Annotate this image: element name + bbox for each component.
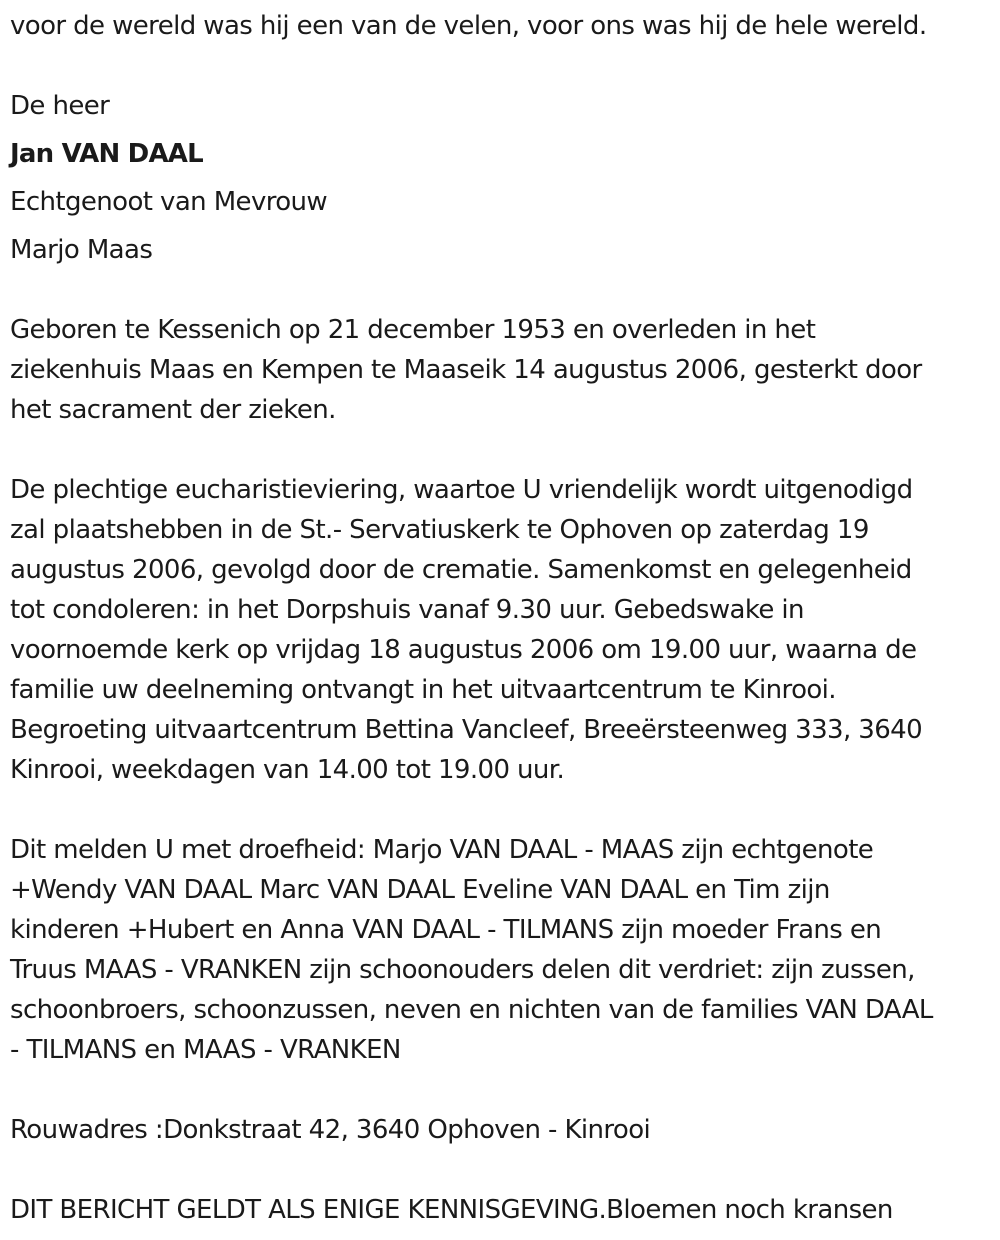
ceremony-line: zal plaatshebben in de St.- Servatiuskerk te Ophoven op zaterdag 19 [10, 515, 869, 545]
ceremony-line: tot condoleren: in het Dorpshuis vanaf 9.30 uur. Gebedswake in [10, 595, 804, 625]
mourning-address: Rouwadres :Donkstraat 42, 3640 Ophoven - Kinrooi [10, 1115, 651, 1145]
ceremony-line: familie uw deelneming ontvangt in het uitvaartcentrum te Kinrooi. [10, 675, 836, 705]
birth-death-line: ziekenhuis Maas en Kempen te Maaseik 14 augustus 2006, gesterkt door [10, 355, 922, 385]
family-line: Dit melden U met droefheid: Marjo VAN DAAL - MAAS zijn echtgenote [10, 835, 874, 865]
intro-quote: voor de wereld was hij een van de velen, voor ons was hij de hele wereld. [10, 11, 927, 41]
ceremony-line: De plechtige eucharistieviering, waartoe U vriendelijk wordt uitgenodigd [10, 475, 913, 505]
birth-death-line: het sacrament der zieken. [10, 395, 336, 425]
deceased-name: Jan VAN DAAL [10, 139, 203, 169]
salutation: De heer [10, 91, 110, 121]
family-line: +Wendy VAN DAAL Marc VAN DAAL Eveline VAN DAAL en Tim zijn [10, 875, 830, 905]
family-line: Truus MAAS - VRANKEN zijn schoonouders delen dit verdriet: zijn zussen, [10, 955, 915, 985]
ceremony-line: Kinrooi, weekdagen van 14.00 tot 19.00 uur. [10, 755, 565, 785]
notice-text: DIT BERICHT GELDT ALS ENIGE KENNISGEVING.Bloemen noch kransen [10, 1195, 893, 1225]
family-line: schoonbroers, schoonzussen, neven en nichten van de families VAN DAAL [10, 995, 933, 1025]
family-line: kinderen +Hubert en Anna VAN DAAL - TILMANS zijn moeder Frans en [10, 915, 882, 945]
ceremony-line: augustus 2006, gevolgd door de crematie. Samenkomst en gelegenheid [10, 555, 912, 585]
spouse-label: Echtgenoot van Mevrouw [10, 187, 328, 217]
ceremony-line: Begroeting uitvaartcentrum Bettina Vancleef, Breeërsteenweg 333, 3640 [10, 715, 923, 745]
family-line: - TILMANS en MAAS - VRANKEN [10, 1035, 401, 1065]
ceremony-line: voornoemde kerk op vrijdag 18 augustus 2006 om 19.00 uur, waarna de [10, 635, 917, 665]
birth-death-line: Geboren te Kessenich op 21 december 1953 en overleden in het [10, 315, 816, 345]
spouse-name: Marjo Maas [10, 235, 153, 265]
